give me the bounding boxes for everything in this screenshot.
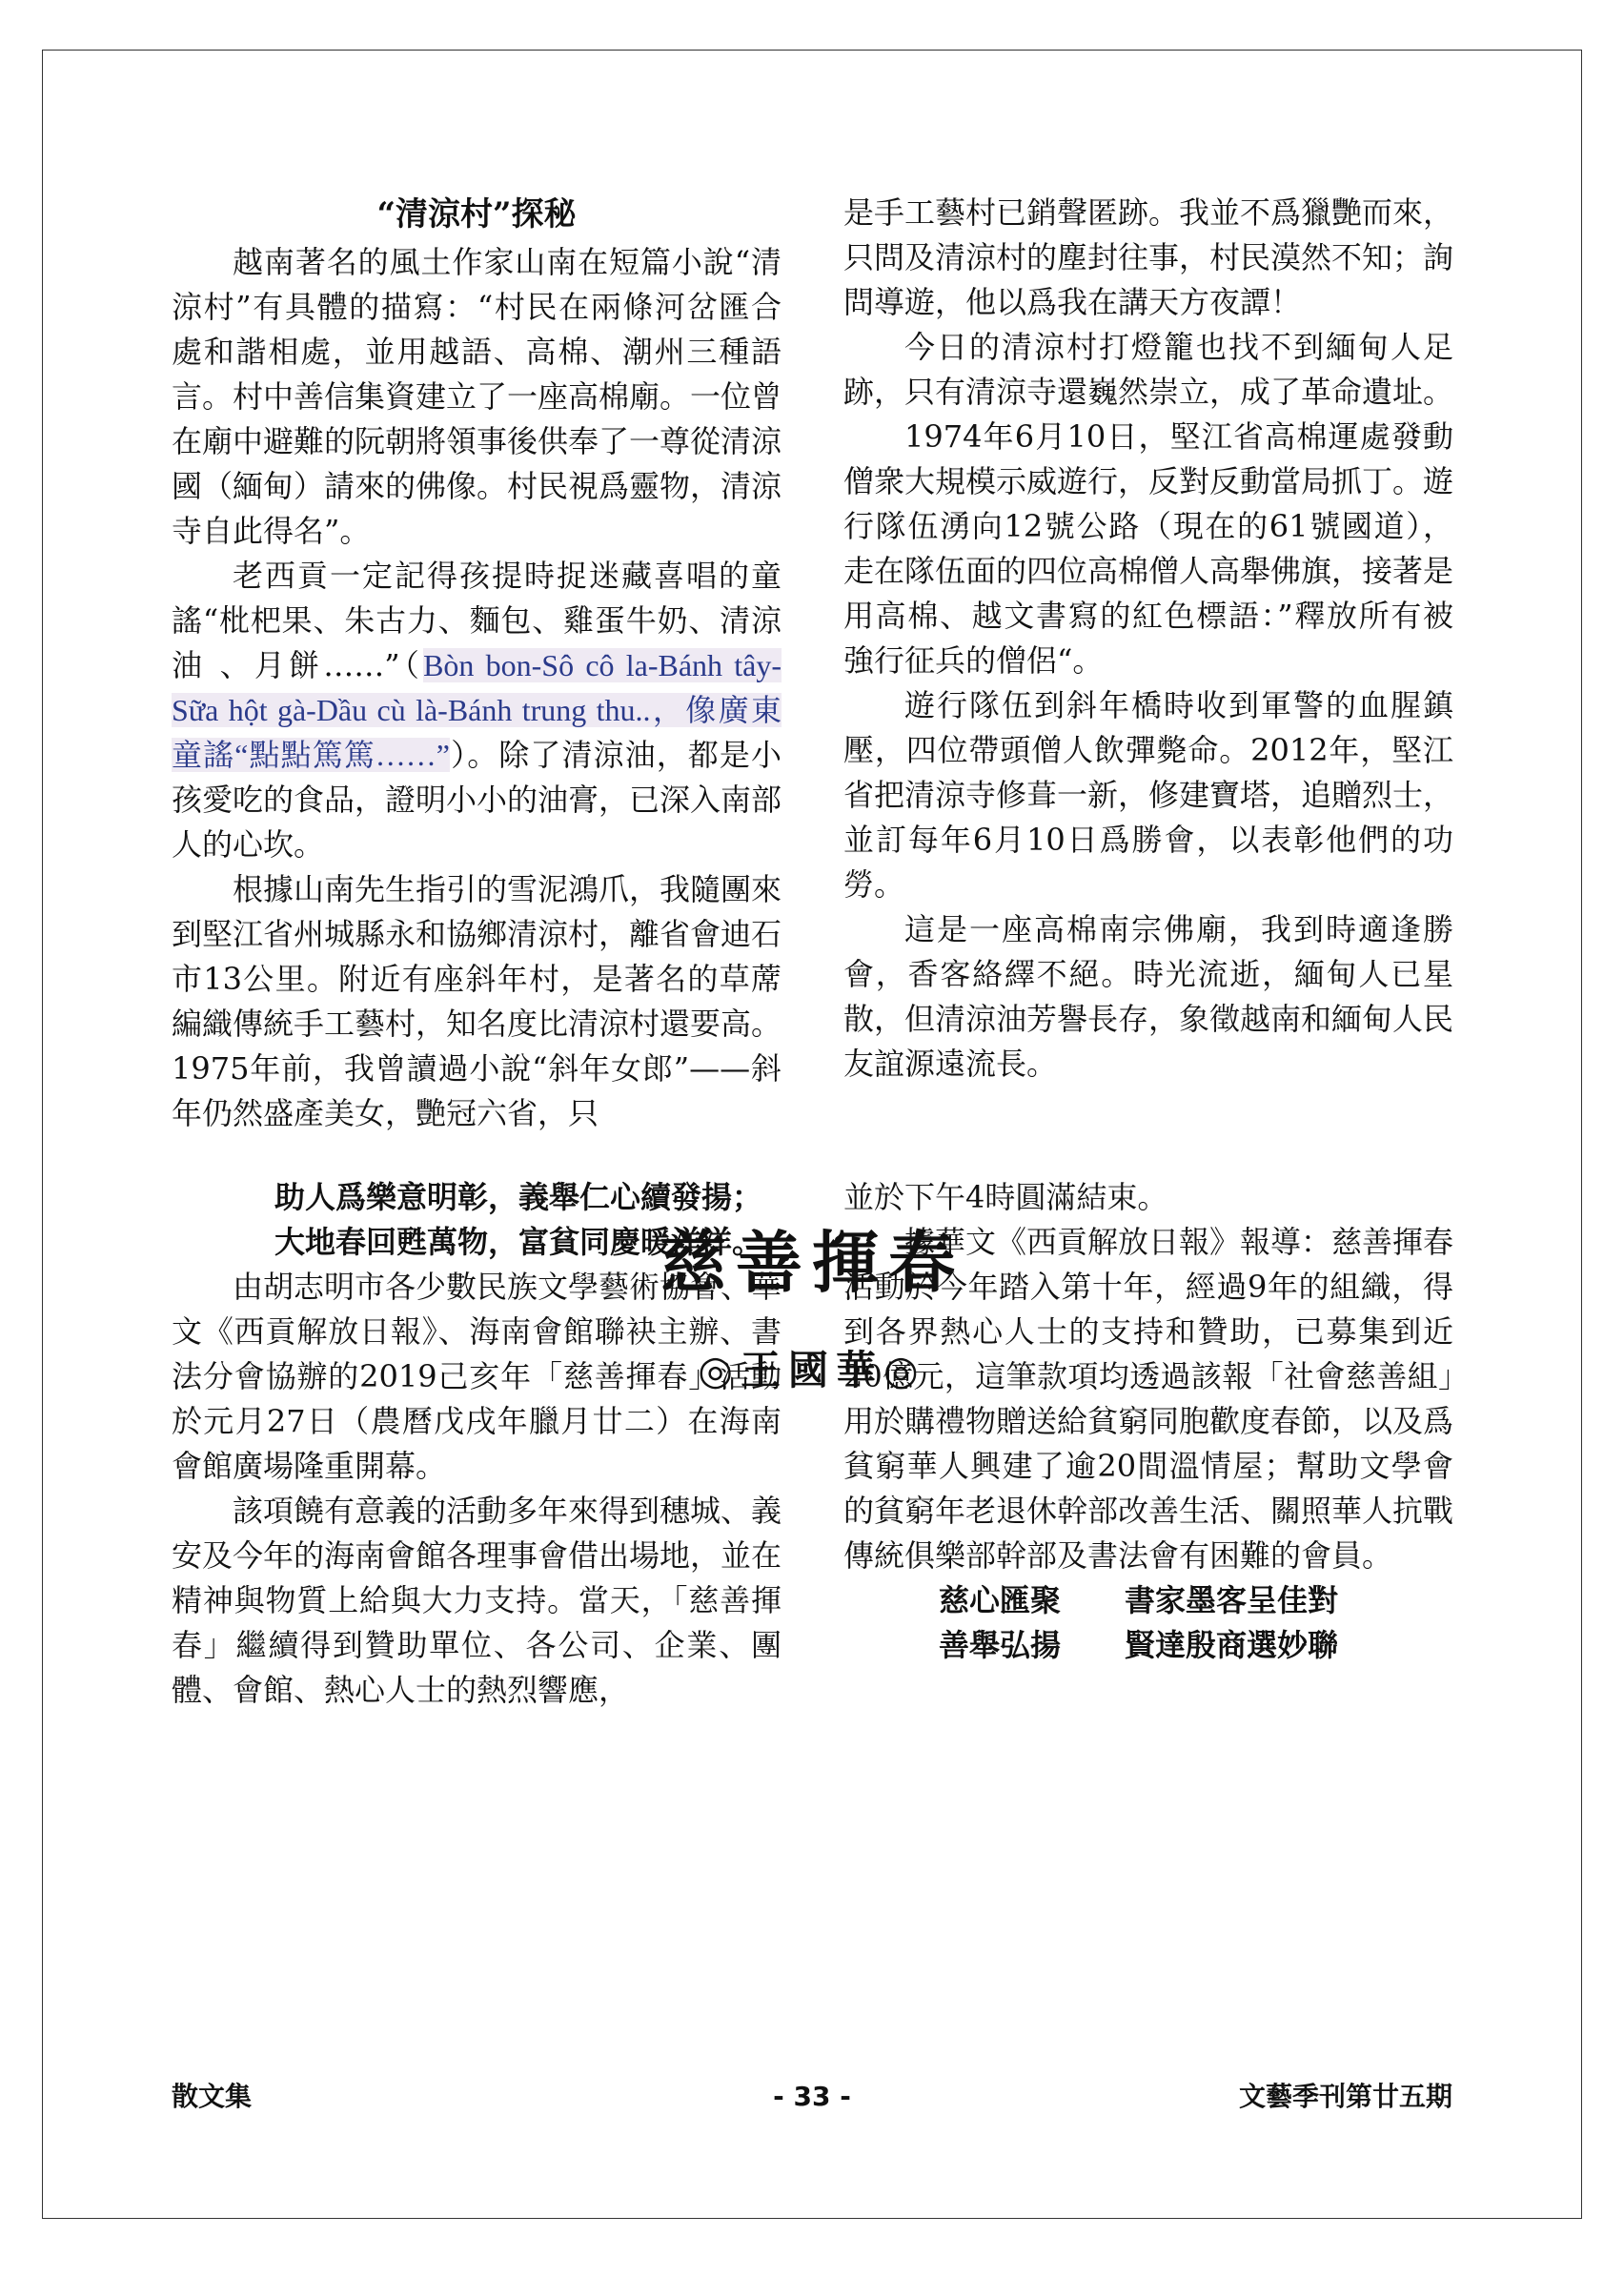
article2-paragraph-1: 由胡志明市各少數民族文學藝術協會、華文《西貢解放日報》、海南會館聯袂主辦、書法分會協辦的2019己亥年「慈善揮春」活動於元月27日（農曆戊戌年臘月廿二）在海南會館廣場隆重開幕。: [172, 1269, 782, 1484]
article1-paragraph-8: 這是一座高棉南宗佛廟，我到時適逢勝會，香客絡繹不絕。時光流逝，緬甸人已星散，但清涼油芳譽長存，象徵越南和緬甸人民友誼源遠流長。: [843, 911, 1454, 1082]
article2-column-left: [172, 1175, 782, 1713]
p2-after: ）。除了清涼油，都是小孩愛吃的食品，證明小小的油膏，已深入南部人的心坎。: [172, 737, 782, 863]
couplet-line-2: [843, 1623, 1453, 1668]
article1-paragraph-3: 根據山南先生指引的雪泥鴻爪，我隨團來到堅江省州城縣永和協鄉清涼村，離省會迪石市13公里。附近有座斜年村，是著名的草蓆編織傳統手工藝村，知名度比清涼村還要高。1975年前，我曾讀過小說“斜年女郎”——斜年仍然盛產美女，艷冠六省，只: [172, 871, 782, 1131]
footer-page-number: - 33 -: [773, 2081, 851, 2112]
couplet-1-b: 書家墨客呈佳對: [1125, 1582, 1339, 1618]
couplet-2-a: 善舉弘揚: [939, 1627, 1062, 1663]
footer-section-name: 散文集: [172, 2081, 253, 2112]
poem-line-2: 大地春回甦萬物，富貧同慶暖洋洋。: [274, 1224, 763, 1260]
article2-column-right: [843, 1175, 1453, 1668]
article1-paragraph-5: 今日的清涼村打燈籠也找不到緬甸人足跡，只有清涼寺還巍然崇立，成了革命遺址。: [843, 329, 1454, 410]
article2-paragraph-4: 據華文《西貢解放日報》報導：慈善揮春活動於今年踏入第十年，經過9年的組織，得到各界熱心人士的支持和贊助，已募集到近20億元，這筆款項均透過該報「社會慈善組」用於購禮物贈送給貧窮同胞歡度春節，以及爲貧窮華人興建了逾20間溫情屋；幫助文學會的貧窮年老退休幹部改善生活、關照華人抗戰傳統俱樂部幹部及書法會有困難的會員。: [843, 1224, 1454, 1574]
article1-paragraph-1: 越南著名的風土作家山南在短篇小說“清涼村”有具體的描寫：“村民在兩條河岔匯合處和諧相處，並用越語、高棉、潮州三種語言。村中善信集資建立了一座高棉廟。一位曾在廟中避難的阮朝將領事後供奉了一尊從清涼國（緬甸）請來的佛像。村民視爲靈物，清涼寺自此得名”。: [172, 244, 782, 549]
article1-paragraph-2: [172, 554, 782, 867]
couplet-1-a: 慈心匯聚: [939, 1582, 1062, 1618]
poem-line-1: 助人爲樂意明彰，義舉仁心續發揚；: [274, 1179, 763, 1215]
article1-title: “清涼村”探秘: [376, 195, 577, 234]
article2-title: 慈善揮春: [660, 1223, 964, 1302]
p2-before: 老西貢一定記得孩提時捉迷藏喜唱的童謠“枇杷果、朱古力、麵包、雞蛋牛奶、清涼油 、月餅……”（: [172, 558, 782, 683]
article1-column-right: [843, 191, 1453, 1087]
article1-paragraph-4: 是手工藝村已銷聲匿跡。我並不爲獵艷而來，只問及清涼村的塵封往事，村民漠然不知；詢問導遊，他以爲我在講天方夜譚！: [843, 194, 1454, 320]
article2-paragraph-3: 並於下午4時圓滿結束。: [843, 1179, 1168, 1215]
article2-paragraph-2: 該項饒有意義的活動多年來得到穗城、義安及今年的海南會館各理事會借出場地，並在精神與物質上給與大力支持。當天，「慈善揮春」繼續得到贊助單位、各公司、企業、團體、會館、熱心人士的熱烈響應，: [172, 1493, 782, 1708]
article1-column-left: [172, 191, 782, 1136]
couplet-2-b: 賢達殷商選妙聯: [1125, 1627, 1339, 1663]
vietnamese-rhyme: Bòn bon-Sô cô la-Bánh tây-Sữa hột gà-Dầu cù là-Bánh trung thu..，像廣東童謠“點點篤篤……”: [172, 648, 782, 772]
article1-paragraph-6: 1974年6月10日，堅江省高棉運處發動僧衆大規模示威遊行，反對反動當局抓丁。遊行隊伍湧向12號公路（現在的61號國道），走在隊伍面的四位高棉僧人高舉佛旗，接著是用高棉、越文書寫的紅色標語：”釋放所有被強行征兵的僧侶“。: [843, 418, 1454, 679]
article2-byline: ◎王國華◎: [698, 1347, 926, 1393]
article1-paragraph-7: 遊行隊伍到斜年橋時收到軍警的血腥鎮壓，四位帶頭僧人飲彈斃命。2012年，堅江省把清涼寺修葺一新，修建寶塔，追贈烈士，並訂每年6月10日爲勝會，以表彰他們的功勞。: [843, 687, 1454, 903]
footer-publication: 文藝季刊第廿五期: [1238, 2081, 1452, 2112]
couplet-line-1: [843, 1578, 1453, 1623]
